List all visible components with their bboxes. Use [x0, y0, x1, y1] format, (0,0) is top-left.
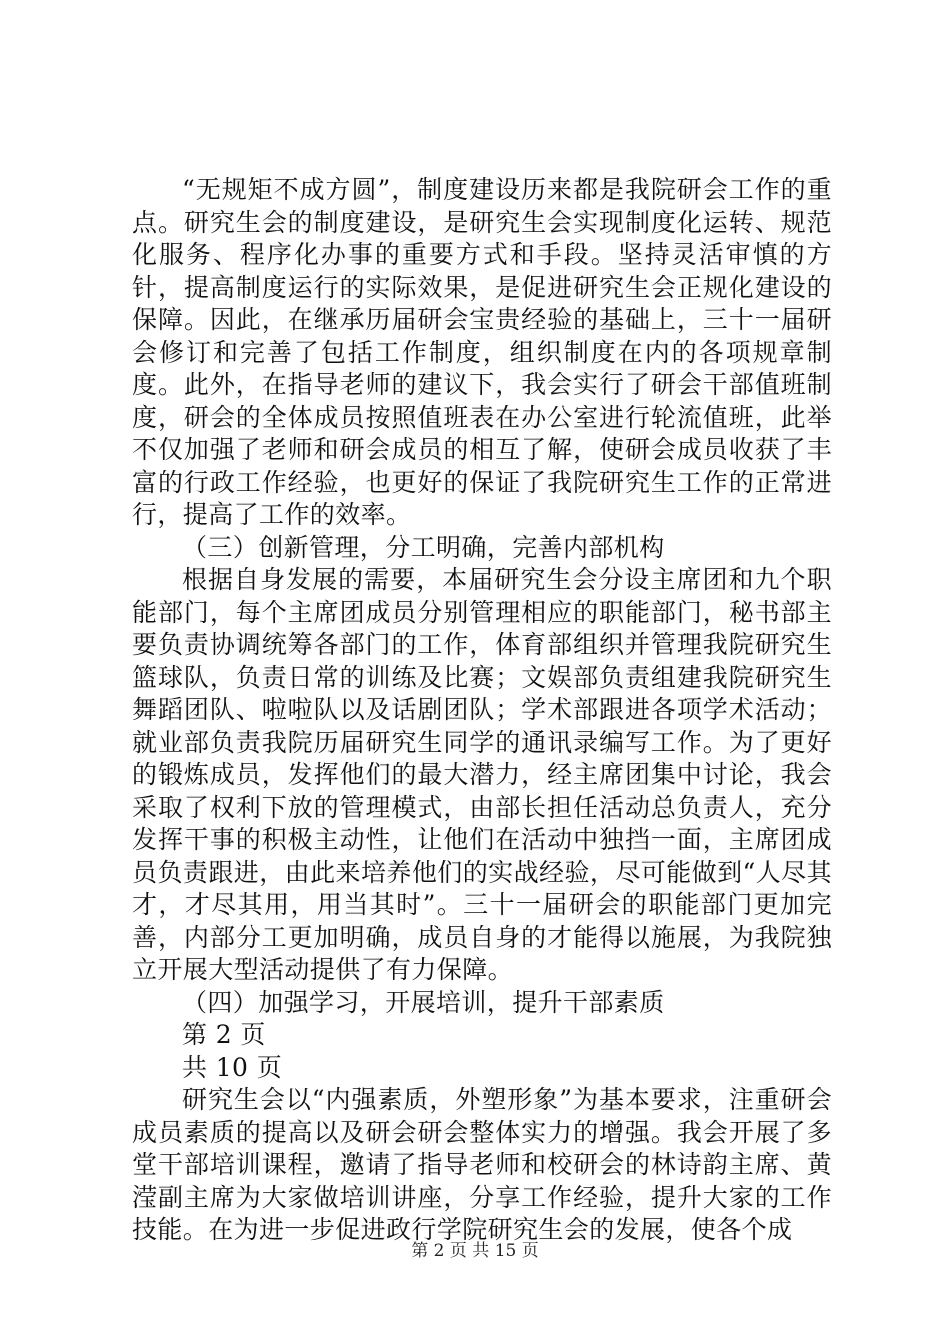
paragraph-internal-structure: 根据自身发展的需要，本届研究生会分设主席团和九个职能部门，每个主席团成员分别管理相应的职能部门，秘书部主要负责协调统筹各部门的工作，体育部组织并管理我院研究生篮球队，负责日常的训练及比赛；文娱部负责组建我院研究生舞蹈团队、啦啦队以及话剧团队；学术部跟进各项学术活动；就业部负责我院历届研究生同学的通讯录编写工作。为了更好的锻炼成员，发挥他们的最大潜力，经主席团集中讨论，我会采取了权利下放的管理模式，由部长担任活动总负责人，充分发挥干事的积极主动性，让他们在活动中独挡一面，主席团成员负责跟进，由此来培养他们的实战经验，尽可能做到“人尽其才，才尽其用，用当其时”。三十一届研会的职能部门更加完善，内部分工更加明确，成员自身的才能得以施展，为我院独立开展大型活动提供了有力保障。 — [132, 565, 832, 984]
paragraph-training: 研究生会以“内强素质，外塑形象”为基本要求，注重研会成员素质的提高以及研会研会整体实力的增强。我会开展了多堂干部培训课程，邀请了指导老师和校研会的林诗韵主席、黄滢副主席为大家做培训讲座，分享工作经验，提升大家的工作技能。在为进一步促进政行学院研究生会的发展，使各个成 — [132, 1085, 832, 1244]
paragraph-system-building: “无规矩不成方圆”，制度建设历来都是我院研会工作的重点。研究生会的制度建设，是研究生会实现制度化运转、规范化服务、程序化办事的重要方式和手段。坚持灵活审慎的方针，提高制度运行的实际效果，是促进研究生会正规化建设的保障。因此，在继承历届研会宝贵经验的基础上，三十一届研会修订和完善了包括工作制度，组织制度在内的各项规章制度。此外，在指导老师的建议下，我会实行了研会干部值班制度，研会的全体成员按照值班表在办公室进行轮流值班，此举不仅加强了老师和研会成员的相互了解，使研会成员收获了丰富的行政工作经验，也更好的保证了我院研究生工作的正常进行，提高了工作的效率。 — [132, 175, 832, 529]
page-footer: 第 2 页 共 15 页 — [411, 1241, 539, 1261]
section-heading-four: （四）加强学习，开展培训，提升干部素质 — [182, 987, 665, 1017]
section-heading-three: （三）创新管理，分工明确，完善内部机构 — [182, 532, 665, 562]
inline-page-total: 共 10 页 — [182, 1052, 283, 1082]
inline-page-number: 第 2 页 — [182, 1020, 266, 1049]
document-body — [132, 174, 832, 1247]
